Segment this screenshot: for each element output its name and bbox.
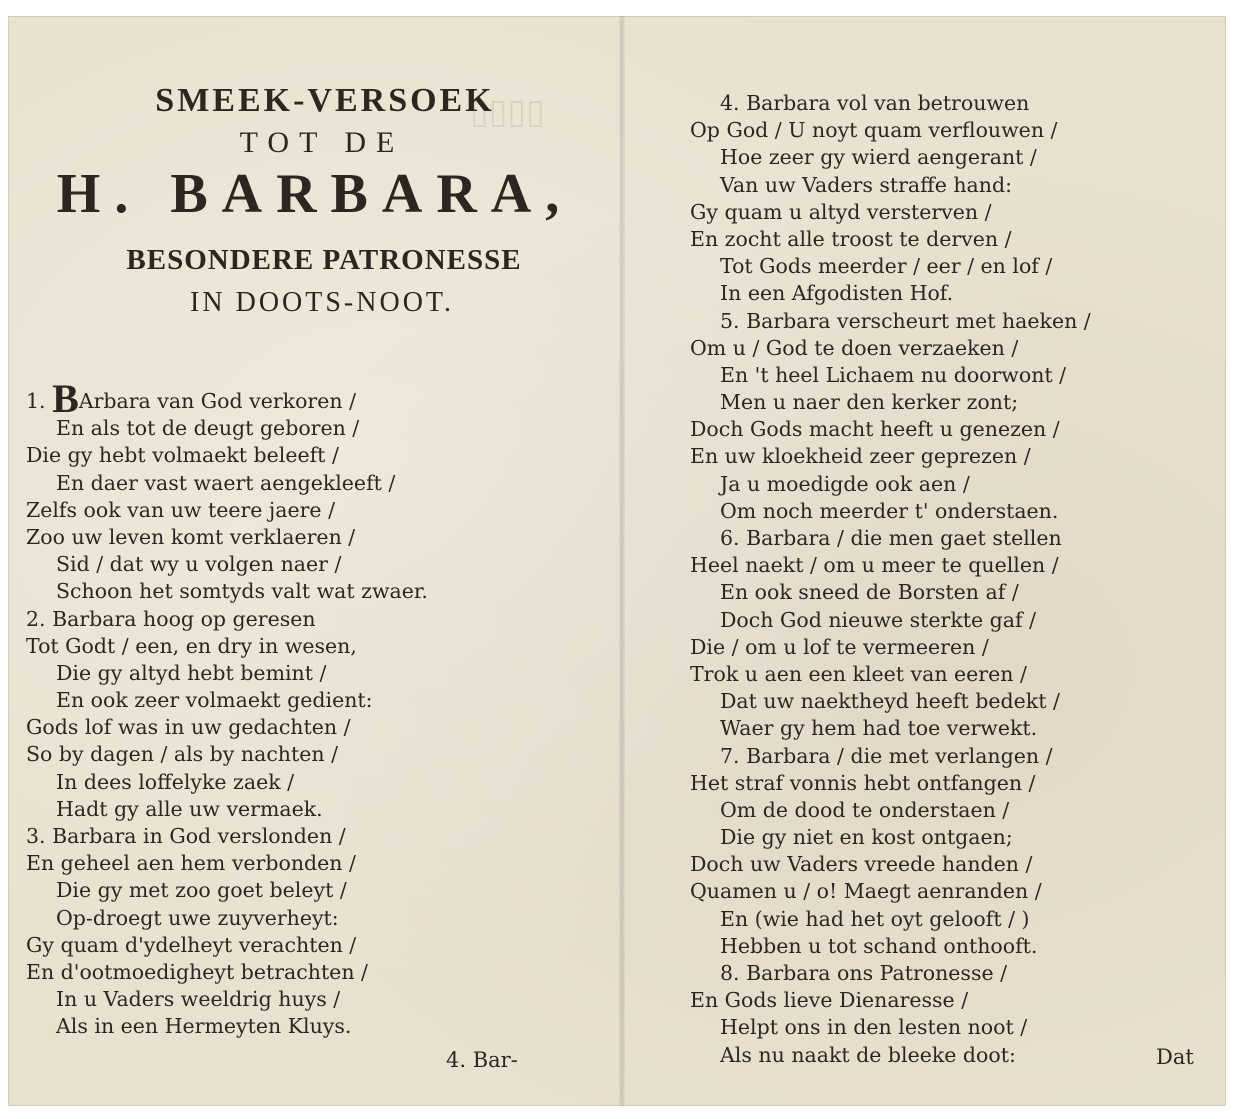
verse-line: Tot Gods meerder / eer / en lof / — [720, 254, 1053, 279]
verse-line: Quamen u / o! Maegt aenranden / — [690, 879, 1042, 904]
verse-line: Het straf vonnis hebt ontfangen / — [690, 770, 1036, 795]
verse-line: Doch uw Vaders vreede handen / — [690, 852, 1033, 877]
verse-line: En Gods lieve Dienaresse / — [690, 988, 969, 1013]
verse-line: En geheel aen hem verbonden / — [26, 851, 356, 876]
verse-line: En ook sneed de Borsten af / — [720, 580, 1019, 605]
verse-line: Om noch meerder t' onderstaen. — [720, 498, 1059, 523]
verse-line: En uw kloekheid zeer geprezen / — [690, 444, 1031, 469]
verse-line: En (wie had het oyt gelooft / ) — [720, 906, 1030, 931]
verse-line: Dat uw naektheyd heeft bedekt / — [720, 689, 1060, 714]
verse-line: Heel naekt / om u meer te quellen / — [690, 553, 1059, 578]
verse-line: Doch God nieuwe sterkte gaf / — [720, 607, 1036, 632]
verse-line: So by dagen / als by nachten / — [26, 742, 339, 767]
verse-line: Gods lof was in uw gedachten / — [26, 715, 351, 740]
drop-cap: B — [52, 376, 79, 421]
verse-line: 2. Barbara hoog op geresen — [26, 606, 316, 631]
title-block — [30, 82, 600, 319]
verse-line: Sid / dat wy u volgen naer / — [56, 552, 342, 577]
verse-line: Op-droegt uwe zuyverheyt: — [56, 905, 339, 930]
verse-line: Die gy altyd hebt bemint / — [56, 660, 327, 685]
verse-line: 8. Barbara ons Patronesse / — [720, 961, 1008, 985]
verse-line: Helpt ons in den lesten noot / — [720, 1015, 1028, 1040]
verse-line: Schoon het somtyds valt wat zwaer. — [56, 579, 428, 604]
verse-line: Gy quam d'ydelheyt verachten / — [26, 932, 357, 957]
title-line-3: H. BARBARA, — [56, 163, 574, 225]
verse-line: Ja u moedigde ook aen / — [720, 471, 970, 496]
verse-number: 1. — [26, 389, 46, 413]
title-line-1: SMEEK-VERSOEK — [155, 82, 495, 119]
verse-line: Hoe zeer gy wierd aengerant / — [720, 145, 1037, 170]
verse-line: En 't heel Lichaem nu doorwont / — [720, 362, 1067, 387]
left-column — [26, 376, 428, 1041]
verse-line: Doch Gods macht heeft u genezen / — [690, 417, 1060, 442]
verse-line: En daer vast waert aengekleeft / — [56, 470, 396, 495]
verse-line: Hadt gy alle uw vermaek. — [56, 796, 323, 821]
verse-line: En ook zeer volmaekt gedient: — [56, 688, 373, 713]
verse-line: Om de dood te onderstaen / — [720, 797, 1010, 822]
verse-line: Die gy hebt volmaekt beleeft / — [26, 443, 339, 468]
verse-line: Tot Godt / een, en dry in wesen, — [26, 633, 357, 658]
verse-line: En zocht alle troost te derven / — [690, 226, 1012, 251]
title-line-2: TOT DE — [239, 126, 405, 159]
left-verse-lines — [26, 415, 428, 1040]
verse-line: In u Vaders weeldrig huys / — [56, 987, 341, 1012]
verse-line: Die / om u lof te vermeeren / — [690, 634, 989, 659]
verse-1-first-line — [26, 376, 428, 421]
verse-line: Men u naer den kerker zont; — [720, 390, 1019, 415]
right-column — [690, 90, 1091, 1069]
verse-line: In dees loffelyke zaek / — [56, 769, 295, 794]
verse-line: 3. Barbara in God verslonden / — [26, 824, 346, 848]
catchword-left: 4. Bar- — [446, 1048, 518, 1072]
right-verse-lines — [690, 90, 1091, 1069]
verse-line: En als tot de deugt geboren / — [56, 416, 360, 441]
show-through-text: ▯▯▯▯ — [470, 92, 545, 132]
page-fold — [619, 16, 625, 1106]
verse-line: 4. Barbara vol van betrouwen — [720, 91, 1030, 115]
verse-line: In een Afgodisten Hof. — [720, 281, 954, 306]
verse-line: Als in een Hermeyten Kluys. — [56, 1014, 352, 1039]
verse-line: Als nu naakt de bleeke doot: — [720, 1042, 1016, 1067]
verse-line: 6. Barbara / die men gaet stellen — [720, 526, 1062, 550]
catchword-right: Dat — [1156, 1045, 1194, 1069]
verse-line: Trok u aen een kleet van eeren / — [690, 661, 1027, 686]
verse-line: Zelfs ook van uw teere jaere / — [26, 497, 335, 522]
title-line-4: BESONDERE PATRONESSE — [126, 244, 522, 276]
verse-line: 7. Barbara / die met verlangen / — [720, 743, 1053, 768]
verse-line: Hebben u tot schand onthooft. — [720, 933, 1038, 958]
verse-line: Waer gy hem had toe verwekt. — [720, 716, 1038, 741]
verse-line: En d'ootmoedigheyt betrachten / — [26, 959, 368, 984]
verse-line: Die gy niet en kost ontgaen; — [720, 825, 1013, 850]
verse-line: Zoo uw leven komt verklaeren / — [26, 524, 356, 549]
verse-line: 5. Barbara verscheurt met haeken / — [720, 308, 1091, 333]
verse-text: Arbara van God verkoren / — [78, 389, 356, 413]
title-line-5: IN DOOTS-NOOT. — [190, 287, 454, 318]
verse-line: Op God / U noyt quam verflouwen / — [690, 118, 1058, 143]
verse-line: Om u / God te doen verzaeken / — [690, 335, 1019, 360]
verse-line: Gy quam u altyd versterven / — [690, 199, 992, 224]
verse-line: Die gy met zoo goet beleyt / — [56, 878, 347, 903]
verse-line: Van uw Vaders straffe hand: — [720, 172, 1013, 197]
